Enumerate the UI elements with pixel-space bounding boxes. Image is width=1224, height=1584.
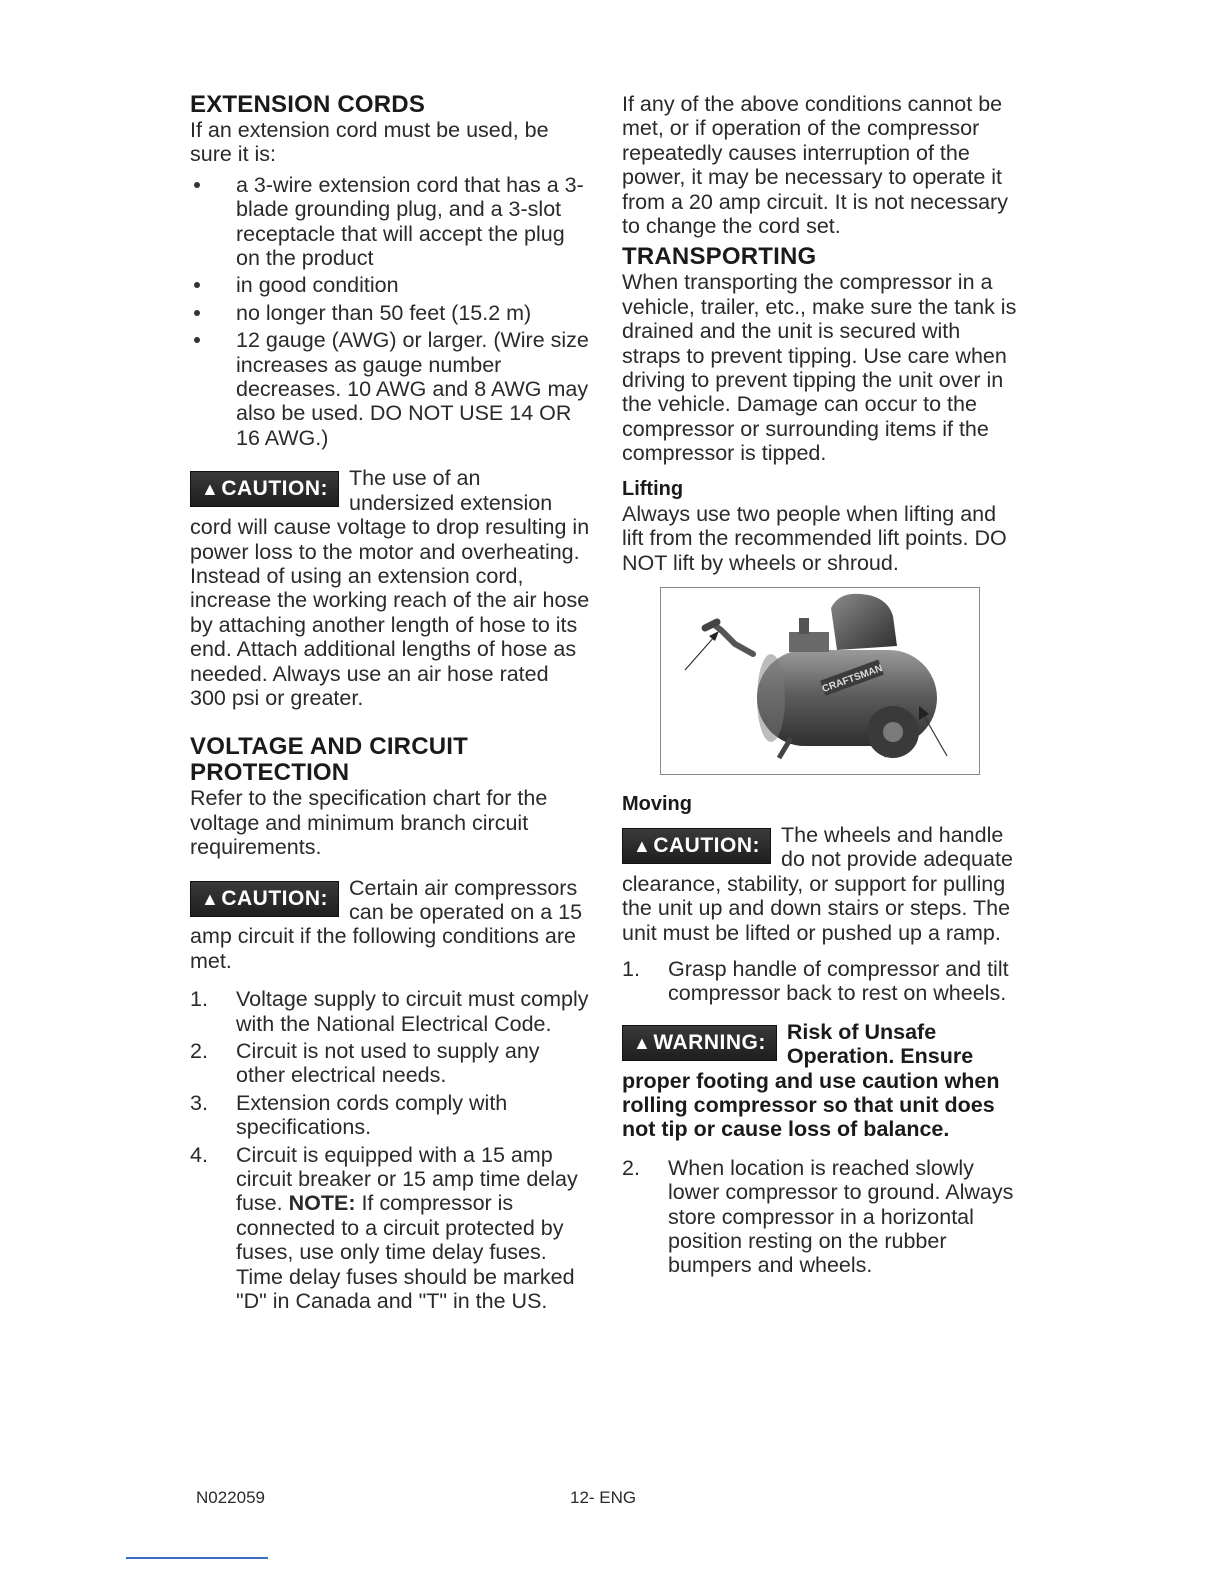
extension-cords-heading: EXTENSION CORDS xyxy=(190,91,426,118)
page-number: 12- ENG xyxy=(570,1488,637,1507)
compressor-illustration xyxy=(661,588,979,774)
warning-triangle-icon: ▲ xyxy=(201,479,220,500)
bullet-icon xyxy=(194,310,200,316)
warning-triangle-icon: ▲ xyxy=(633,835,652,856)
list-item: 1. Voltage supply to circuit must comply with the National Electrical Code. xyxy=(190,987,589,1036)
moving-step-2 xyxy=(622,1156,1022,1278)
moving-step-1 xyxy=(622,957,1022,1006)
conditions-fallback-text: If any of the above conditions cannot be met, or if operation of the compressor repeatedly causes interruption of the power, it may be necessary to operate it from a 20 amp circuit. It is not necessary to change the cord set. xyxy=(622,92,1008,239)
divider xyxy=(126,1557,268,1559)
caution-text: The wheels and handle do not provide adequate clearance, stability, or support for pulling the unit up and down stairs or steps. The unit must be lifted or pushed up a ramp. xyxy=(622,822,1013,945)
lifting-text: Always use two people when lifting and lift from the recommended lift points. DO NOT lift by wheels or shroud. xyxy=(622,501,1007,575)
document-number: N022059 xyxy=(196,1488,266,1507)
warning-triangle-icon: ▲ xyxy=(201,888,220,909)
warning-triangle-icon: ▲ xyxy=(633,1032,652,1053)
caution-badge: ▲CAUTION: xyxy=(190,881,339,917)
moving-heading: Moving xyxy=(622,792,692,815)
left-column xyxy=(190,92,590,1316)
right-column xyxy=(622,92,1022,1281)
compressor-lift-points-figure xyxy=(660,587,980,775)
voltage-heading: VOLTAGE AND CIRCUIT PROTECTION xyxy=(190,733,469,787)
list-item: 4. Circuit is equipped with a 15 amp circuit breaker or 15 amp time delay fuse. NOTE: If compressor is connected to a circuit protected by fuses, use only time delay fuses. Time delay fuses should be marked "D" in Canada and "T" in the US. xyxy=(190,1142,578,1314)
list-item: 12 gauge (AWG) or larger. (Wire size increases as gauge number decreases. 10 AWG and 8 AWG may also be used. DO NOT USE 14 OR 16 AWG.) xyxy=(190,328,590,450)
circuit-conditions xyxy=(190,987,590,1313)
caution-circuit xyxy=(190,876,590,974)
voltage-intro: Refer to the specification chart for the voltage and minimum branch circuit requirements. xyxy=(190,786,548,860)
caution-badge: ▲CAUTION: xyxy=(622,828,771,864)
lifting-heading: Lifting xyxy=(622,477,684,500)
list-item: in good condition xyxy=(190,273,590,297)
list-item: 2. Circuit is not used to supply any other electrical needs. xyxy=(190,1039,540,1088)
bullet-icon xyxy=(194,182,200,188)
warning-badge: ▲WARNING: xyxy=(622,1025,777,1061)
bullet-icon xyxy=(194,282,200,288)
extension-cord-requirements xyxy=(190,173,590,450)
caution-text: Certain air compressors can be operated on a 15 amp circuit if the following conditions are met. xyxy=(190,875,583,973)
list-item: a 3-wire extension cord that has a 3-blade grounding plug, and a 3-slot receptacle that will accept the plug on the product xyxy=(190,173,590,271)
list-item: 2. When location is reached slowly lower compressor to ground. Always store compressor in a horizontal position resting on the rubber bumpers and wheels. xyxy=(622,1155,1014,1278)
brand-label: CRAFTSMAN xyxy=(820,662,885,695)
warning-unsafe-operation xyxy=(622,1020,1022,1142)
caution-text: The use of an undersized extension cord will cause voltage to drop resulting in power loss to the motor and overheating. Instead of using an extension cord, increase the working reach of the air hose by attaching another length of hose to its end. Attach additional lengths of hose as needed. Always use an air hose rated 300 psi or greater. xyxy=(190,466,590,710)
transporting-heading: TRANSPORTING xyxy=(622,243,817,271)
note-label: NOTE: xyxy=(288,1191,356,1216)
list-item: no longer than 50 feet (15.2 m) xyxy=(190,301,590,325)
caution-badge: ▲CAUTION: xyxy=(190,471,339,507)
caution-extension-cord xyxy=(190,466,590,710)
warning-text: Risk of Unsafe Operation. Ensure proper footing and use caution when rolling compressor so that unit does not tip or cause loss of balance. xyxy=(622,1019,1000,1142)
caution-moving xyxy=(622,823,1022,945)
list-item: 3. Extension cords comply with specifications. xyxy=(190,1090,508,1140)
list-item: 1. Grasp handle of compressor and tilt compressor back to rest on wheels. xyxy=(622,956,1009,1006)
bullet-icon xyxy=(194,337,200,343)
transporting-text: When transporting the compressor in a vehicle, trailer, etc., make sure the tank is drained and the unit is secured with straps to prevent tipping. Use care when driving to prevent tipping the unit over in the vehicle. Damage can occur to the compressor or surrounding items if the compressor is tipped. xyxy=(622,270,1017,466)
extension-cords-intro: If an extension cord must be used, be sure it is: xyxy=(190,118,549,167)
